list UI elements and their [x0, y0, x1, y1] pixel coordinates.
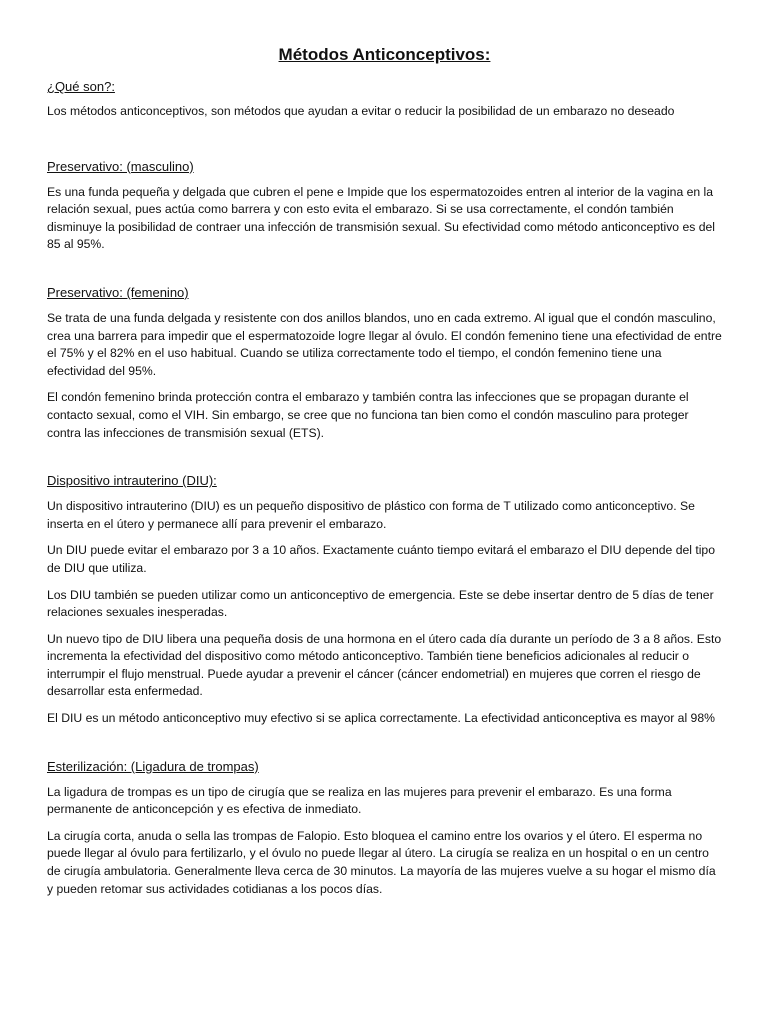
section-heading: Preservativo: (masculino) — [47, 158, 194, 174]
document-title: Métodos Anticonceptivos: — [278, 45, 491, 64]
paragraph: La cirugía corta, anuda o sella las trompas de Falopio. Esto bloquea el camino entre los ovarios y el útero. El esperma no puede llegar al óvulo para fertilizarlo, y el óvulo no puede llegar al útero. La cirugía se realiza en un hospital o en un centro de cirugía ambulatoria. Generalmente lleva cerca de 30 minutos. La mayoría de las mujeres vuelve a su hogar el mismo día y pueden retomar sus actividades cotidianas a los pocos días. — [47, 828, 716, 896]
section-heading: Dispositivo intrauterino (DIU): — [47, 473, 217, 489]
section-esterilizacion — [47, 758, 722, 899]
paragraph: Un nuevo tipo de DIU libera una pequeña dosis de una hormona en el útero cada día durante un período de 3 a 8 años. Esto incrementa la efectividad del dispositivo como método anticonceptivo. También tiene beneficios adicionales al reducir o interrumpir el flujo menstrual. Puede ayudar a prevenir el cáncer (cáncer endometrial) en mujeres que corren el riesgo de desarrollar esta enfermedad. — [47, 631, 722, 699]
paragraph: Los DIU también se pueden utilizar como un anticonceptivo de emergencia. Este se debe insertar dentro de 5 días de tener relaciones sexuales inesperadas. — [47, 587, 714, 620]
section-preservativo-femenino — [47, 284, 722, 442]
section-heading: Esterilización: (Ligadura de trompas) — [47, 758, 259, 774]
section-diu — [47, 472, 722, 728]
section-preservativo-masculino — [47, 158, 722, 254]
paragraph: Un dispositivo intrauterino (DIU) es un pequeño dispositivo de plástico con forma de T utilizado como anticonceptivo. Se inserta en el útero y permanece allí para prevenir el embarazo. — [47, 499, 695, 531]
paragraph: Es una funda pequeña y delgada que cubren el pene e Impide que los espermatozoides entren al interior de la vagina en la relación sexual, pues actúa como barrera y con esto evita el embarazo. Si se usa correctamente, el condón también disminuye la posibilidad de contraer una infección de transmisión sexual. Su efectividad como método anticonceptivo es del 85 al 95%. — [47, 184, 715, 252]
section-heading: Preservativo: (femenino) — [47, 284, 189, 300]
section-que-son — [47, 78, 722, 121]
paragraph: Los métodos anticonceptivos, son métodos que ayudan a evitar o reducir la posibilidad de un embarazo no deseado — [47, 104, 675, 118]
paragraph: El condón femenino brinda protección contra el embarazo y también contra las infecciones que se propagan durante el contacto sexual, como el VIH. Sin embargo, se cree que no funciona tan bien como el condón masculino para proteger contra las infecciones de transmisión sexual (ETS). — [47, 390, 689, 440]
paragraph: La ligadura de trompas es un tipo de cirugía que se realiza en las mujeres para prevenir el embarazo. Es una forma permanente de anticoncepción y es efectiva de inmediato. — [47, 784, 672, 817]
paragraph: Un DIU puede evitar el embarazo por 3 a 10 años. Exactamente cuánto tiempo evitará el embarazo el DIU depende del tipo de DIU que utiliza. — [47, 543, 715, 575]
section-heading: ¿Qué son?: — [47, 79, 115, 94]
paragraph: Se trata de una funda delgada y resistente con dos anillos blandos, uno en cada extremo. Al igual que el condón masculino, crea una barrera para impedir que el espermatozoide logre llegar al óvulo. El condón femenino tiene una efectividad de entre el 75% y el 82% en el uso habitual. Cuando se utiliza correctamente todo el tiempo, el condón femenino tiene una efectividad del 95%. — [47, 310, 722, 378]
paragraph: El DIU es un método anticonceptivo muy efectivo si se aplica correctamente. La efectividad anticonceptiva es mayor al 98% — [47, 711, 715, 726]
